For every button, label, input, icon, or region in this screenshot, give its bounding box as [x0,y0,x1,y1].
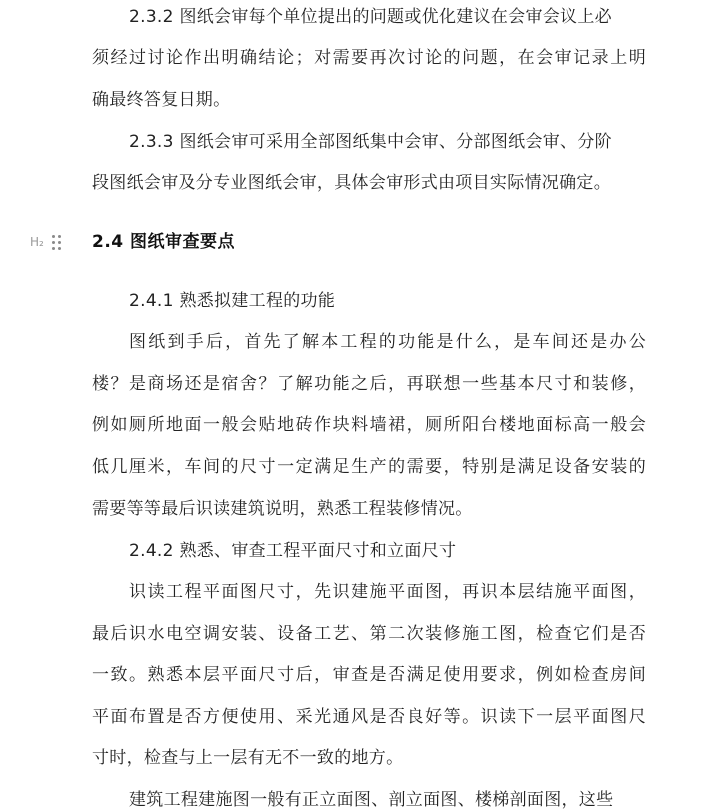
paragraph-2-4-2-line-3: 一致。熟悉本层平面尺寸后，审查是否满足使用要求，例如检查房间 [92,665,646,685]
paragraph-2-4-2-line-5: 寸时，检查与上一层有无不一致的地方。 [92,748,404,768]
paragraph-2-4-1-line-1: 图纸到手后，首先了解本工程的功能是什么，是车间还是办公 [129,332,646,352]
paragraph-2-4-2-line-1: 识读工程平面图尺寸，先识建施平面图，再识本层结施平面图， [129,582,646,602]
paragraph-2-3-3-line-1: 2.3.3 图纸会审可采用全部图纸集中会审、分部图纸会审、分阶 [129,132,612,152]
paragraph-next-line-1: 建筑工程建施图一般有正立面图、剖立面图、楼梯剖面图，这些 [129,790,614,810]
heading-block-handle[interactable] [30,232,61,252]
heading-level-icon: H₂ [30,235,44,249]
paragraph-2-3-2-line-3: 确最终答复日期。 [92,90,231,110]
paragraph-2-3-3-line-2: 段图纸会审及分专业图纸会审，具体会审形式由项目实际情况确定。 [92,173,611,193]
paragraph-2-3-2-line-1: 2.3.2 图纸会审每个单位提出的问题或优化建议在会审会议上必 [129,7,612,27]
subheading-2-4-2: 2.4.2 熟悉、审查工程平面尺寸和立面尺寸 [129,541,457,561]
paragraph-2-4-2-line-4: 平面布置是否方便使用、采光通风是否良好等。识读下一层平面图尺 [92,707,646,727]
paragraph-2-4-2-line-2: 最后识水电空调安装、设备工艺、第二次装修施工图，检查它们是否 [92,624,646,644]
paragraph-2-4-1-line-5: 需要等等最后识读建筑说明，熟悉工程装修情况。 [92,499,473,519]
subheading-2-4-1: 2.4.1 熟悉拟建工程的功能 [129,291,336,311]
paragraph-2-4-1-line-2: 楼？是商场还是宿舍？了解功能之后，再联想一些基本尺寸和装修， [92,374,646,394]
paragraph-2-4-1-line-4: 低几厘米，车间的尺寸一定满足生产的需要，特别是满足设备安装的 [92,457,646,477]
section-heading-2-4: 2.4 图纸审查要点 [92,232,236,252]
paragraph-2-3-2-line-2: 须经过讨论作出明确结论；对需要再次讨论的问题，在会审记录上明 [92,48,646,68]
paragraph-2-4-1-line-3: 例如厕所地面一般会贴地砖作块料墙裙，厕所阳台楼地面标高一般会 [92,415,646,435]
drag-handle-icon[interactable] [52,235,61,250]
